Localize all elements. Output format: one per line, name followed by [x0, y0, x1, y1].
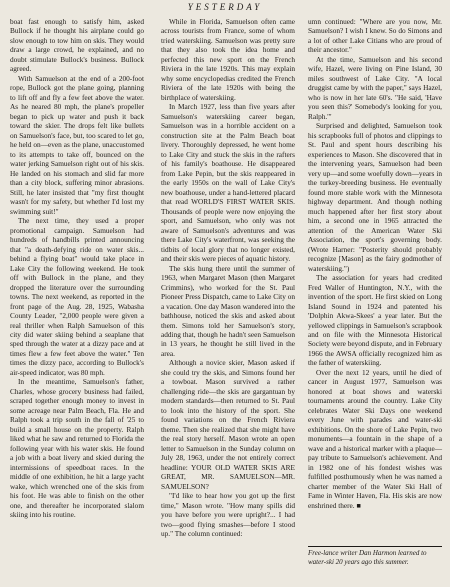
column-1	[10, 17, 144, 520]
paragraph: Surprised and delighted, Samuelson took his scrapbooks full of photos and clippings to St. Paul and spent hours describing his experiences to Mason. She discovered that in the intervening years, Samuelson had been very up—and some woefully down—years in the turkey-breeding business. He eventually found more stable work with the Minnesota highway department. And though nothing much happened after her first story about him, a second one in 1965 attracted the attention of the American Water Ski Association, the sport's governing body. (Wrote Harner: "Posterity should probably recognize [Mason] as the fairy godmother of waterskiing.")	[308, 121, 442, 273]
paragraph: The association for years had credited Fred Waller of Huntington, N.Y., with the invention of the sport. He first skied on Long Island Sound in 1924 and patented his 'Dolphin Akwa-Skees' a year later. But the yellowed clippings in Samuelson's scrapbook and on file with the Minnesota Historical Society were beyond dispute, and in February 1966 the AWSA officially recognized him as the father of waterskiing.	[308, 273, 442, 368]
column-2	[161, 17, 295, 539]
paragraph: umn continued: "Where are you now, Mr. Samuelson? I wish I knew. So do Simons and a lot of other Lake Citians who are proud of their ancestor."	[308, 17, 442, 55]
paragraph: At the time, Samuelson and his second wife, Hazel, were living on Pine Island, 30 miles southwest of Lake City. "A local druggist came by with the paper," says Hazel, who is now in her late 60's. "He said, 'Have you seen this?' Somebody's looking for you, Ralph.'"	[308, 54, 442, 121]
paragraph: While in Florida, Samuelson often came across tourists from France, some of whom tried waterskiing. Samuelson was pretty sure that they also took the idea home and perfected this new sport on the French Riviera in the late 1920s. This may explain why some encyclopedias credited the French Riviera of the late 1920s with being the birthplace of waterskiing.	[161, 17, 295, 102]
author-bio-caption: Free-lance writer Dan Harmon learned to water-ski 20 years ago this summer.	[308, 549, 427, 566]
paragraph: With Samuelson at the end of a 200-foot rope, Bullock got the plane going, planning to lift off and fly a few feet above the water. As he neared 80 mph, the plane's propeller began to pick up water and push it back toward the skier. The drops felt like bullets on Samuelson's face, but, too scared to let go, he held on—even as the plane, unaccustomed to its attempts to take off, bounced on the water jerking Samuelson right out of his skis. He landed on his stomach and slid far more than a city block, suffering minor abrasions. Still, he later insisted that "my first thought wasn't for my safety, but whether I'd lost my swimming suit!"	[10, 73, 144, 216]
end-of-article-mark: ■	[356, 500, 361, 510]
paragraph: The skis hung there until the summer of 1963, when Margaret Mason (then Margaret Crimmins), who worked for the St. Paul Pioneer Press Dispatch, came to Lake City on a vacation. One day Mason wandered into the bathhouse, noticed the skis and asked about them. Simons told her Samuelson's story, adding that, though he hadn't seen Samuelson in 13 years, he thought he still lived in the area.	[161, 263, 295, 358]
paragraph: In March 1927, less than five years after Samuelson's waterskiing career began, Samuelson was in a horrible accident on a construction site at the Palm Beach boat livery. Thoroughly depressed, he went home to Lake City and stuck the skis in the rafters of his family's boathouse. He disappeared from Lake Pepin, but the skis reappeared in the early 1950s on the wall of Lake City's new boathouse, under a hand-lettered placard that read WORLD'S FIRST WATER SKIS. Thousands of people were now enjoying the sport, and Samuelson, who only was not aware of Samuelson's adventures and was there Lake City's waterfront, was seeking the tidbits of local glory that no longer existed, and their skis were pieces of aquatic history.	[161, 102, 295, 264]
paragraph: boat fast enough to satisfy him, asked Bullock if he thought his airplane could go slow enough to tow him on skis. They would draw a large crowd, he explained, and no doubt stimulate Bullock's business. Bullock agreed.	[10, 17, 144, 74]
paragraph: "I'd like to hear how you got up the first time," Mason wrote. "How many spills did you have before you were upright?... I had two—good flying smashes—before I stood up." The column continued:	[161, 491, 295, 539]
paragraph	[308, 368, 442, 510]
caption-divider	[308, 546, 442, 547]
paragraph: The next time, they used a proper promotional campaign. Samuelson had hundreds of handbills printed announcing that "a death-defying ride on water skis... behind a flying boat" would take place in Lake City the following weekend. He took off with Bullock in the plane, and they dropped the literature over the surrounding towns. The next weekend, as reported in the front page of the Aug. 28, 1925, Wabasha County Leader, "2,000 people were given a real thriller when Ralph Samuelson of this city did water skiing behind a seaplane that sped through the water at a dizzy pace and at times flew a few feet above the water." Ten times the dizzy pace, according to Bullock's air-speed indicator, was 80 mph.	[10, 216, 144, 377]
column-3	[308, 17, 442, 510]
paragraph: In the meantime, Samuelson's father, Charles, whose grocery business had failed, scraped together enough money to invest in some acreage near Palm Beach, Fla. He and Ralph took a trip south in the fall of '25 to build a small house on the property. Ralph liked what he saw and returned to Florida the following year with his water skis. He found a job with a boat livery and skied during the intermissions of speedboat races. In the middle of one exhibition, he hit a large yacht wake, which wrenched one of the skis from his foot. He was able to finish on the other one, and thereafter he incorporated slalom skiing into his routine.	[10, 377, 144, 520]
paragraph: Although a novice skier, Mason asked if she could try the skis, and Simons found her a towboat. Mason survived a rather challenging ride—the skis are gargantuan by modern standards—then returned to St. Paul to look into the history of the sport. She found variations on the French Riviera theme. Then she realized that she might have the real story herself. Mason wrote an open letter to Samuelson in the Sunday column on July 28, 1963, under the not entirely correct headline: YOUR OLD WATER SKIS ARE GREAT, MR. SAMUELSON—MR. SAMUELSON?	[161, 358, 295, 491]
paragraph-text: Over the next 12 years, until he died of cancer in August 1977, Samuelson was honored at boat shows and waterski tournaments around the country. Lake City celebrates Water Ski Days one weekend every June with parades and water-ski exhibitions. On the shore of Lake Pepin, two monuments—a fountain in the shape of a wave and a historical marker with a plaque—pay tribute to Samuelson's achievement. And in 1982 one of his fondest wishes was fulfilled posthumously when he was named a charter member of the Water Ski Hall of Fame in Winter Haven, Fla. His skis are now enshrined there.	[308, 367, 442, 510]
running-header: YESTERDAY	[187, 2, 263, 12]
